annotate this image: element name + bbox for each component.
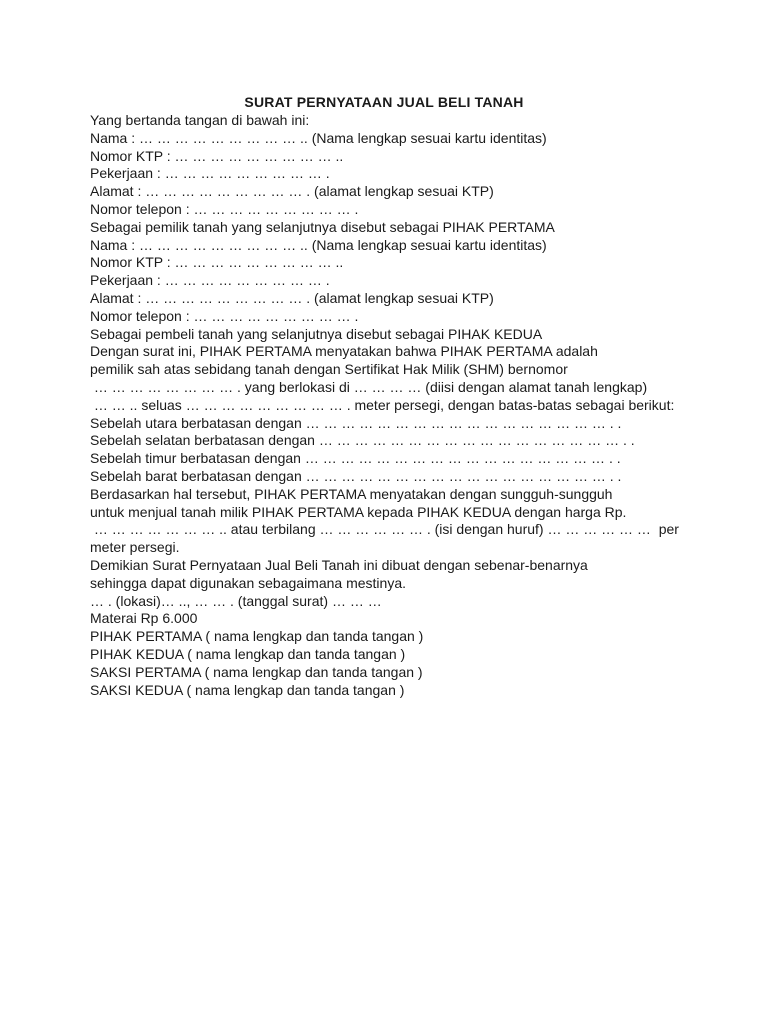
document-line: sehingga dapat digunakan sebagaimana mestinya. [90,574,407,591]
document-line: Sebelah utara berbatasan dengan … … … … … … … … … … … … … … … … … . . [90,414,622,431]
document-line: Sebelah timur berbatasan dengan … … … … … … … … … … … … … … … … … . . [90,450,621,467]
document-body [90,112,690,699]
document-line: Alamat : … … … … … … … … … . (alamat lengkap sesuai KTP) [90,183,494,200]
document-line: Sebelah selatan berbatasan dengan … … … … … … … … … … … … … … … … … . . [90,432,635,449]
document-line: pemilik sah atas sebidang tanah dengan Sertifikat Hak Milik (SHM) bernomor [90,361,568,378]
document-line: SAKSI KEDUA ( nama lengkap dan tanda tangan ) [90,681,405,698]
document-line: … … … … … … … .. atau terbilang … … … … … … . (isi dengan huruf) … … … … … … per [90,521,679,538]
document-line: Demikian Surat Pernyataan Jual Beli Tanah ini dibuat dengan sebenar-benarnya [90,556,588,573]
document-line: … . (lokasi)… .., … … . (tanggal surat) … … … [90,592,382,609]
document-line: Alamat : … … … … … … … … … . (alamat lengkap sesuai KTP) [90,289,494,306]
document-line: meter persegi. [90,539,180,556]
document-line: SAKSI PERTAMA ( nama lengkap dan tanda tangan ) [90,663,423,680]
document-line: Nomor telepon : … … … … … … … … … . [90,200,359,217]
document-line: Pekerjaan : … … … … … … … … … . [90,272,330,289]
document-line: untuk menjual tanah milik PIHAK PERTAMA kepada PIHAK KEDUA dengan harga Rp. [90,503,627,520]
document-line: Sebelah barat berbatasan dengan … … … … … … … … … … … … … … … … … . . [90,467,622,484]
document-line: Nomor KTP : … … … … … … … … … .. [90,254,344,271]
document-line: Pekerjaan : … … … … … … … … … . [90,165,330,182]
document-line: Yang bertanda tangan di bawah ini: [90,112,310,128]
document-line: Nama : … … … … … … … … … .. (Nama lengkap sesuai kartu identitas) [90,236,547,253]
document-line: Sebagai pembeli tanah yang selanjutnya disebut sebagai PIHAK KEDUA [90,325,543,342]
document-line: Nomor telepon : … … … … … … … … … . [90,307,359,324]
document-line: Sebagai pemilik tanah yang selanjutnya disebut sebagai PIHAK PERTAMA [90,218,555,235]
document-line: … … … … … … … … . yang berlokasi di … … … … (diisi dengan alamat tanah lengkap) [90,378,648,395]
document-line: PIHAK PERTAMA ( nama lengkap dan tanda tangan ) [90,628,424,645]
document-line: Materai Rp 6.000 [90,610,198,627]
document-line: PIHAK KEDUA ( nama lengkap dan tanda tangan ) [90,645,406,662]
document-line: … … .. seluas … … … … … … … … … . meter persegi, dengan batas-batas sebagai berikut: [90,396,675,413]
document-line: Berdasarkan hal tersebut, PIHAK PERTAMA menyatakan dengan sungguh-sungguh [90,485,613,502]
document-title: SURAT PERNYATAAN JUAL BELI TANAH [244,94,524,110]
document-line: Dengan surat ini, PIHAK PERTAMA menyatakan bahwa PIHAK PERTAMA adalah [90,343,598,360]
document-line: Nama : … … … … … … … … … .. (Nama lengkap sesuai kartu identitas) [90,129,547,146]
document-line: Nomor KTP : … … … … … … … … … .. [90,147,344,164]
